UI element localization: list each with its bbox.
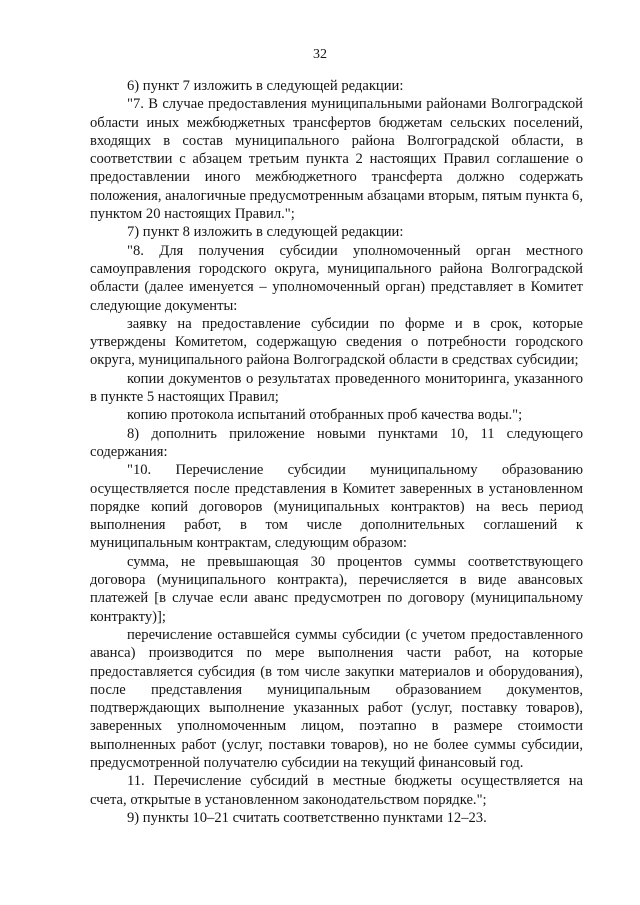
point-8-protocol-item: копию протокола испытаний отобранных проб качества воды."; <box>127 407 523 424</box>
point-7-text: "7. В случае предоставления муниципальными районами Волгоградской области иных межбюджетных трансфертов бюджетам сельских поселений, входящих в состав муниципального района Волгоградской области, в соответствии с абзацем третьим пункта 2 настоящих Правил соглашение о предоставлении иного межбюджетного трансферта должно содержать положения, аналогичные предусмотренным абзацами вторым, пятым пункта 6, пунктом 20 настоящих Правил."; <box>90 96 583 223</box>
point-8-application-item: заявку на предоставление субсидии по форме и в срок, которые утверждены Комитетом, содержащую сведения о потребности городского округа, муниципального района Волгоградской области в средствах субсидии; <box>90 315 583 369</box>
point-10-remainder-item: перечисление оставшейся суммы субсидии (с учетом предоставленного аванса) производится по мере выполнения части работ, на которые предоставляется субсидия (в том числе закупки материалов и оборудования), после представления муниципальным образованием документов, подтверждающих выполнение указанных работ (услуг, поставку товаров), заверенных уполномоченным лицом, поэтапно в размере стоимости выполненных работ (услуг, поставки товаров), но не более суммы субсидии, предусмотренной получателю субсидии на текущий финансовый год. <box>90 626 583 771</box>
point-8-monitoring-item: копии документов о результатах проведенного мониторинга, указанного в пункте 5 настоящих Правил; <box>90 370 583 406</box>
amendment-item-8: 8) дополнить приложение новыми пунктами 10, 11 следующего содержания: <box>90 425 583 460</box>
point-10-advance-item: сумма, не превышающая 30 процентов суммы соответствующего договора (муниципального контракта), перечисляется в виде авансовых платежей [в случае если аванс предусмотрен по договору (муниципальному контракту)]; <box>90 553 583 625</box>
amendment-item-9: 9) пункты 10–21 считать соответственно пунктами 12–23. <box>127 809 487 826</box>
amendment-item-7: 7) пункт 8 изложить в следующей редакции: <box>127 224 404 241</box>
page-number: 32 <box>313 47 327 62</box>
amendment-item-6: 6) пункт 7 изложить в следующей редакции: <box>127 78 404 94</box>
point-11-text: 11. Перечисление субсидий в местные бюджеты осуществляется на счета, открытые в установленном законодательством порядке."; <box>90 773 583 808</box>
point-8-text: "8. Для получения субсидии уполномоченный орган местного самоуправления городского округа, муниципального района Волгоградской области (далее именуется – уполномоченный орган) представляет в Комитет следующие документы: <box>90 242 583 314</box>
point-10-text: "10. Перечисление субсидии муниципальному образованию осуществляется после представления в Комитет заверенных в установленном порядке копий договоров (муниципальных контрактов) на весь период выполнения работ, в том числе дополнительных соглашений к муниципальным контрактам, следующим образом: <box>90 462 583 552</box>
document-body <box>90 77 583 827</box>
